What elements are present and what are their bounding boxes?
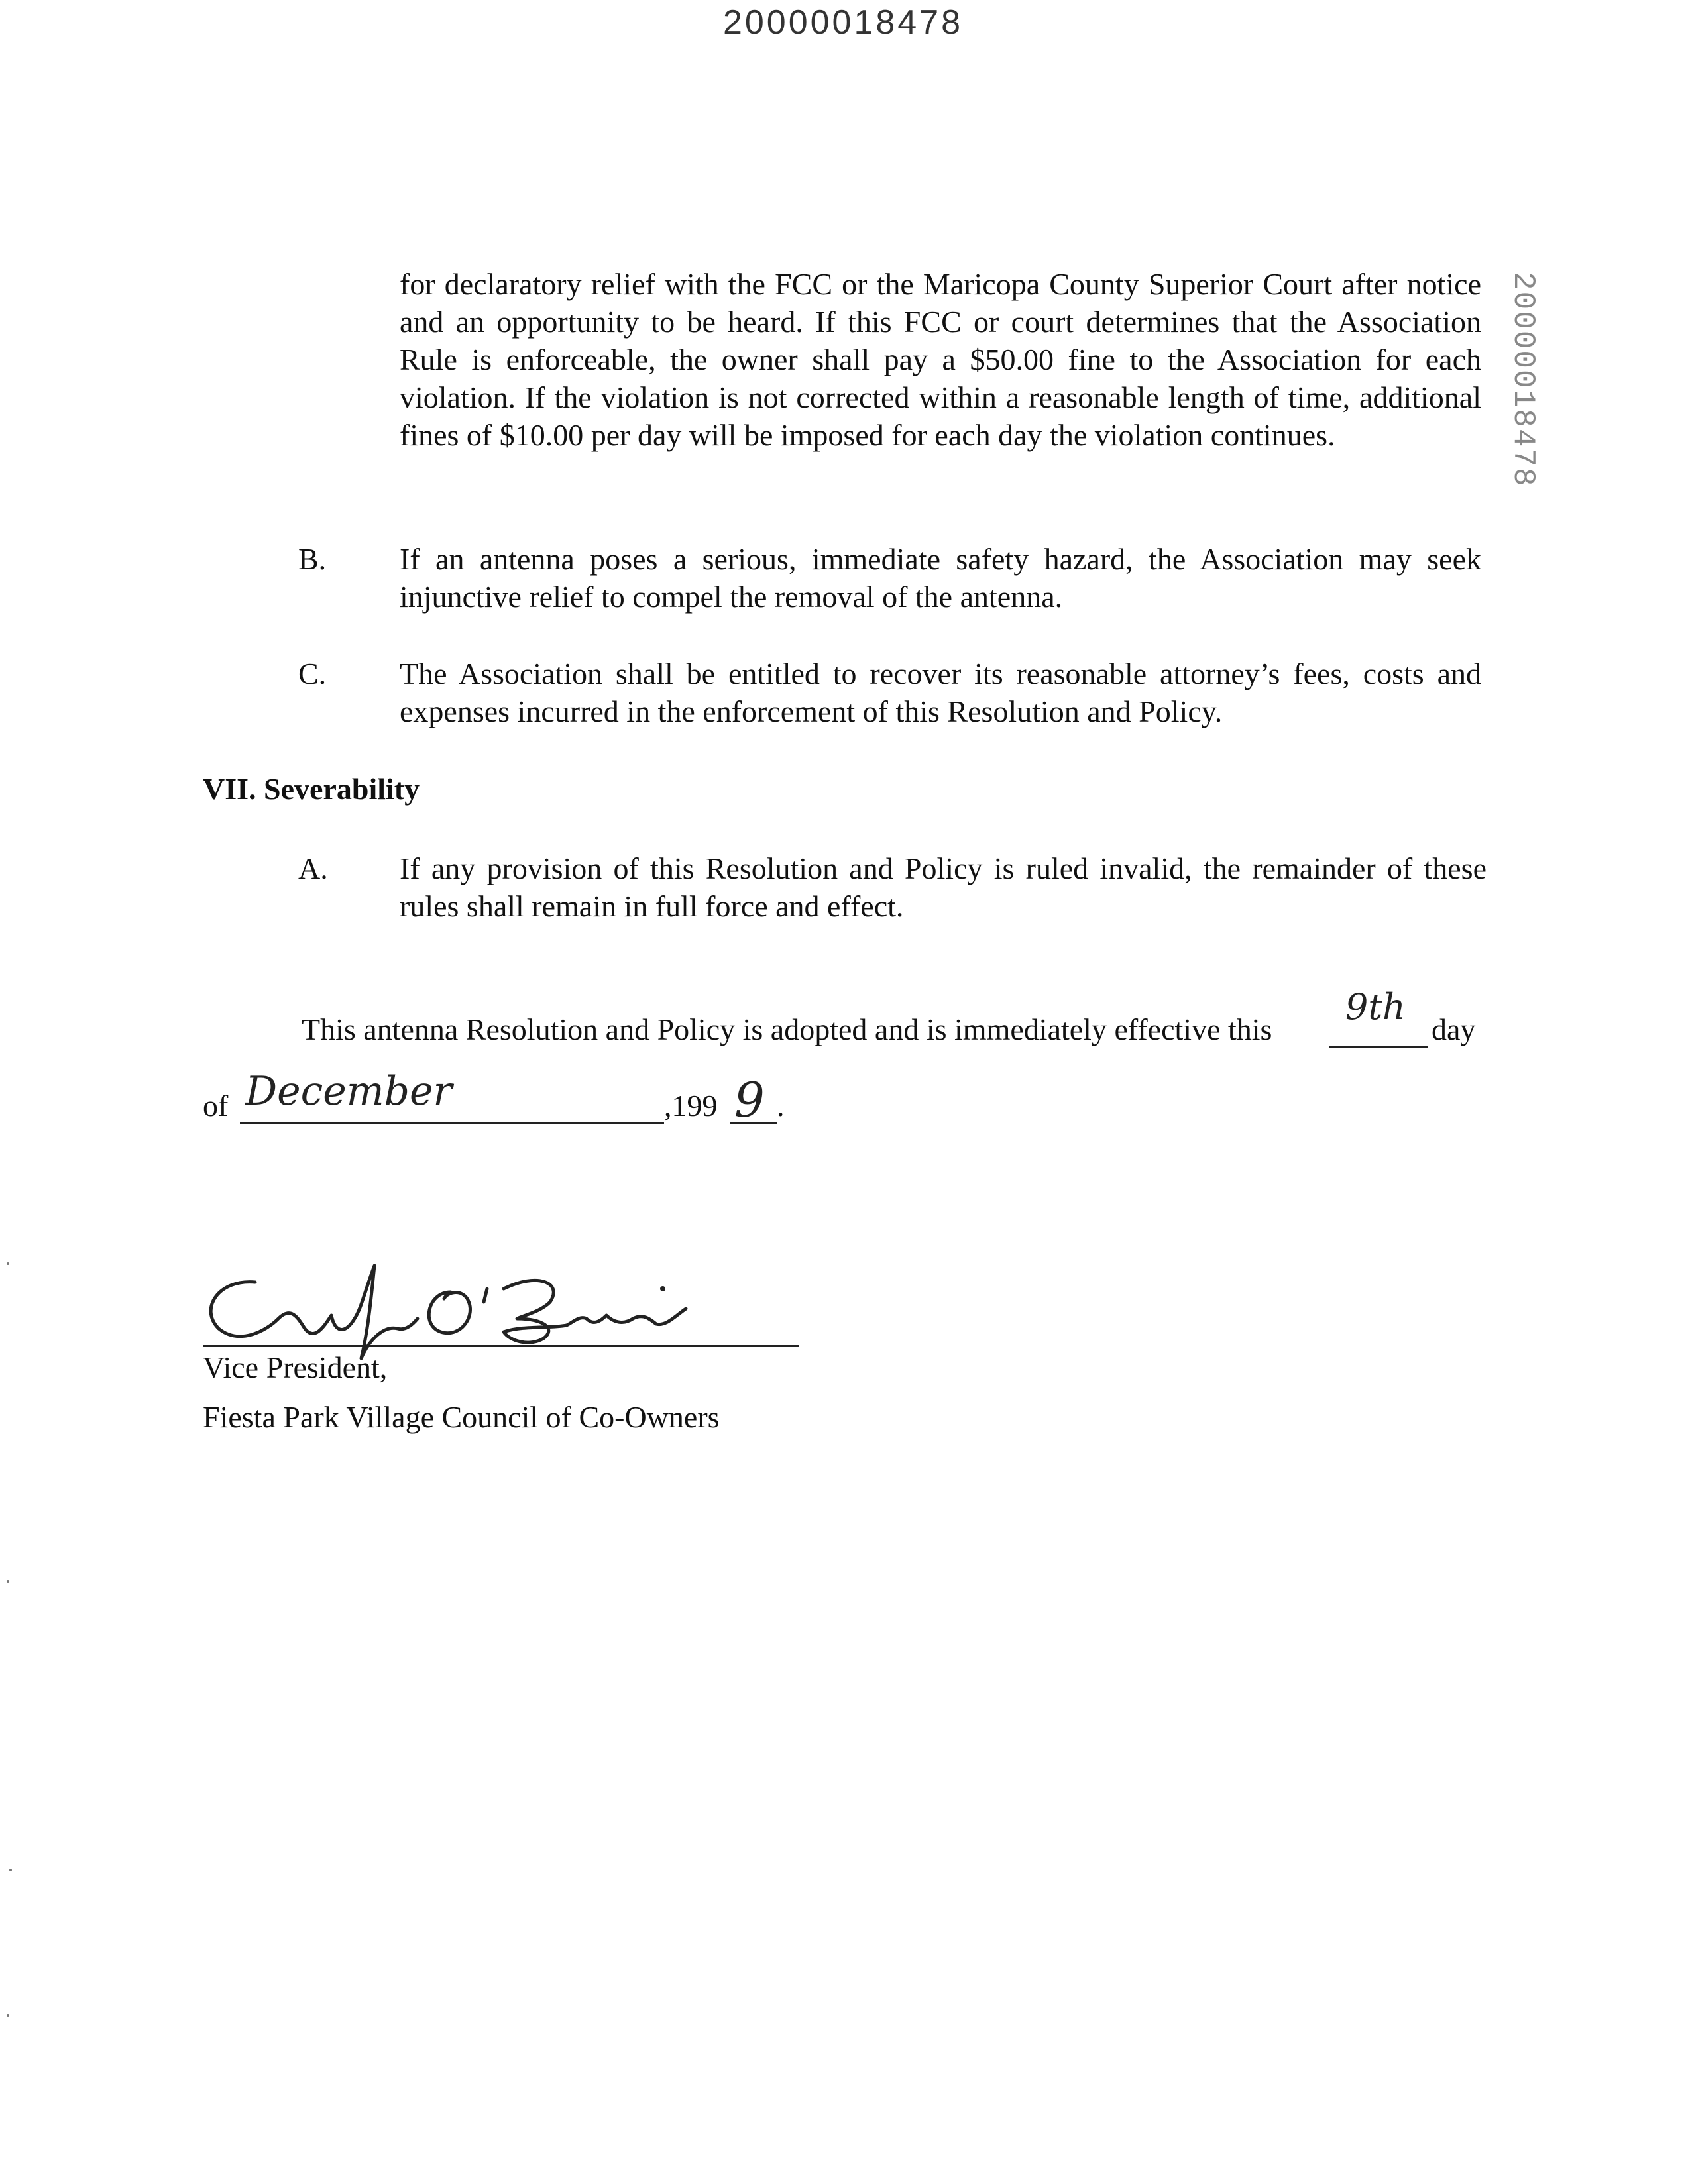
period: . <box>777 1089 785 1122</box>
scan-speck <box>7 2014 9 2017</box>
item-label-a: A. <box>298 851 328 885</box>
of-word: of <box>203 1089 229 1122</box>
year-prefix: ,199 <box>664 1089 718 1122</box>
scan-speck <box>9 1869 12 1871</box>
side-stamp: 20000018478 <box>1506 272 1540 488</box>
day-word: day <box>1432 1012 1476 1046</box>
signature-line <box>203 1345 799 1347</box>
item-text-a: If any provision of this Resolution and Policy is ruled invalid, the remainder of these rules shall remain in full force and effect. <box>400 851 1487 923</box>
signer-organization: Fiesta Park Village Council of Co-Owners <box>203 1400 720 1434</box>
section-heading: VII. Severability <box>203 772 420 806</box>
adoption-text: This antenna Resolution and Policy is adopted and is immediately effective this <box>302 1012 1272 1046</box>
item-text-b: If an antenna poses a serious, immediate safety hazard, the Association may seek injunctive relief to compel the removal of the antenna. <box>400 542 1481 614</box>
item-text-c: The Association shall be entitled to recover its reasonable attorney’s fees, costs and expenses incurred in the enforcement of this Resolution and Policy. <box>400 657 1481 728</box>
day-blank-line <box>1329 1046 1428 1048</box>
item-label-b: B. <box>298 542 327 576</box>
scan-speck <box>7 1262 9 1265</box>
item-label-c: C. <box>298 657 327 690</box>
scan-speck <box>7 1580 9 1583</box>
continuation-paragraph: for declaratory relief with the FCC or the Maricopa County Superior Court after notice and an opportunity to be heard. If this FCC or court determines that the Association Rule is enforceable, the owner shall pay a $50.00 fine to the Association for each violation. If the violation is not corrected within a reasonable length of time, additional fines of $10.00 per day will be imposed for each day the violation continues. <box>400 267 1481 452</box>
handwritten-month: December <box>245 1068 453 1115</box>
handwritten-day: 9th <box>1345 986 1406 1028</box>
signer-title: Vice President, <box>203 1350 388 1384</box>
month-blank-line <box>240 1122 664 1124</box>
document-number: 20000018478 <box>722 3 964 42</box>
handwritten-year: 9 <box>734 1072 765 1128</box>
